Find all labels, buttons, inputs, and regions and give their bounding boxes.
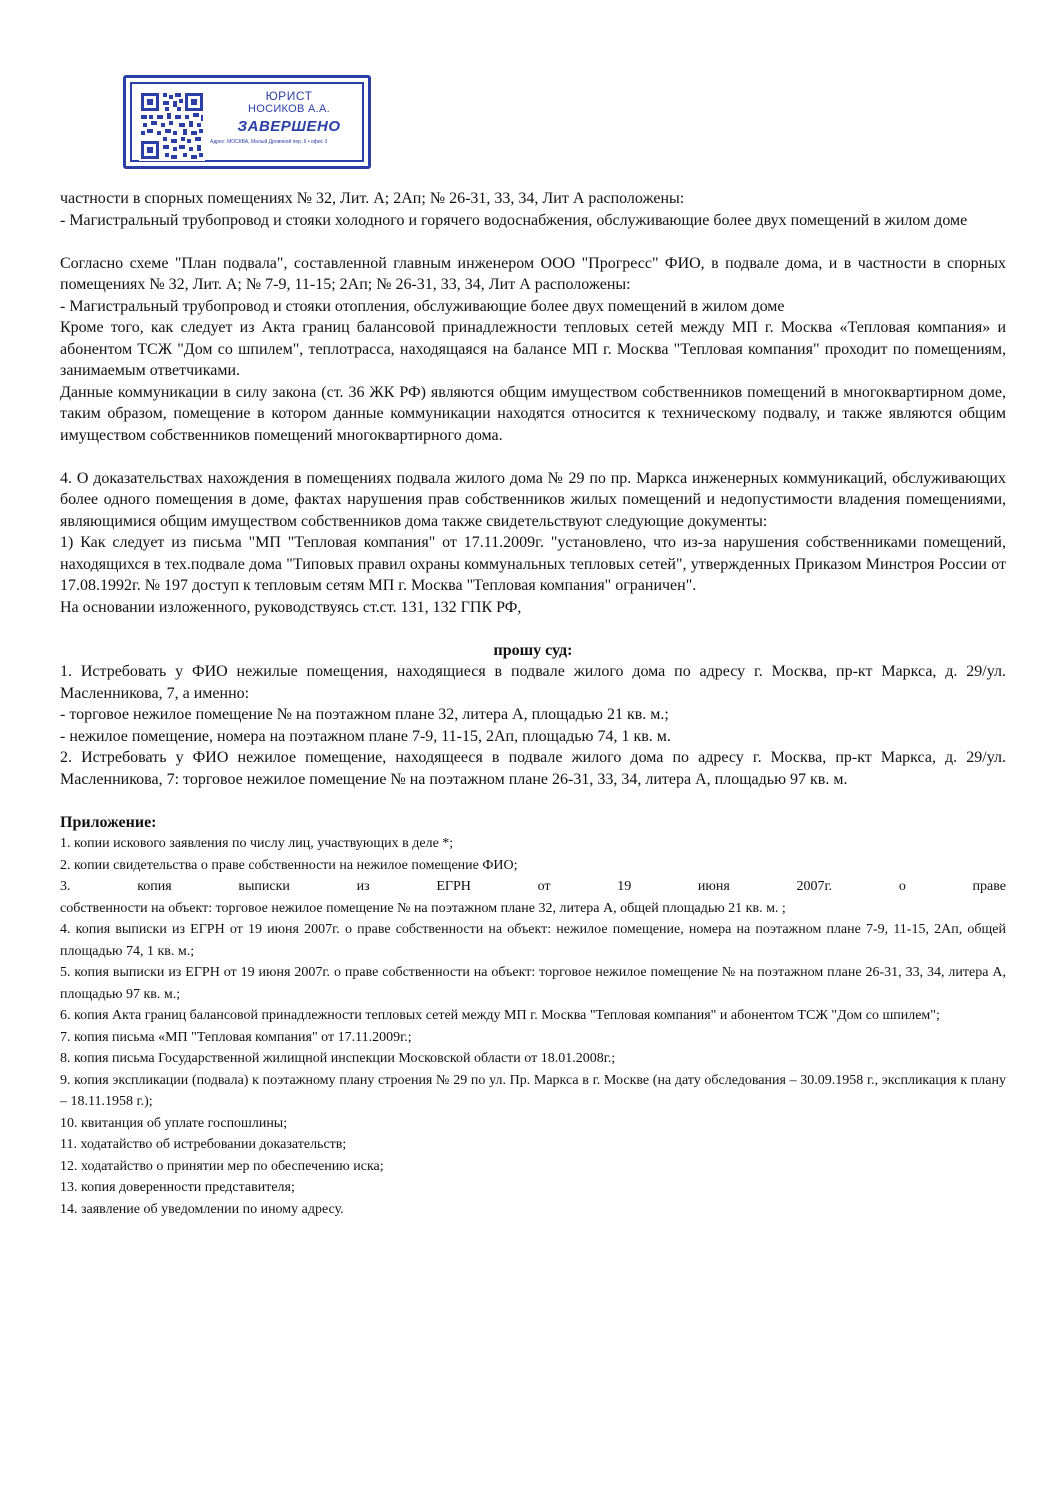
stamp-inner-frame: [130, 82, 364, 162]
spacer: [60, 446, 1006, 468]
appendix-item: 8. копия письма Государственной жилищной инспекции Московской области от 18.01.2008г.;: [60, 1051, 616, 1066]
appendix-item: 11. ходатайство об истребовании доказательств;: [60, 1137, 347, 1152]
paragraph-4: - Магистральный трубопровод и стояки отопления, обслуживающие более двух помещений в жилом доме: [60, 297, 785, 315]
appendix-item: 10. квитанция об уплате госпошлины;: [60, 1115, 288, 1131]
lawyer-stamp: [123, 75, 371, 169]
appendix-item: 5. копия выписки из ЕГРН от 19 июня 2007г. о праве собственности на объект: торговое нежилое помещение № на поэтажном плане 26-31, 33, 34, литера А, площадью 97 кв. м.;: [60, 965, 1006, 1002]
request-item-3: - нежилое помещение, номера на поэтажном плане 7-9, 11-15, 2Ап, площадью 74, 1 кв. м.: [60, 727, 671, 745]
appendix-item: 6. копия Акта границ балансовой принадлежности тепловых сетей между МП г. Москва "Тепловая компания" и абонентом ТСЖ "Дом со шпилем";: [60, 1008, 940, 1023]
appendix-item: 14. заявление об уведомлении по иному адресу.: [60, 1201, 344, 1217]
stamp-status: ЗАВЕРШЕНО: [237, 118, 341, 135]
appendix-item: 12. ходатайство о принятии мер по обеспечению иска;: [60, 1158, 384, 1174]
appendix-item: 9. копия экспликации (подвала) к поэтажному плану строения № 29 по ул. Пр. Маркса в г. Москве (на дату обследования – 30.09.1958 г., экспликация к плану – 18.11.1958 г.);: [60, 1072, 1006, 1109]
paragraph-7: 4. О доказательствах нахождения в помещениях подвала жилого дома № 29 по пр. Маркса инженерных коммуникаций, обслуживающих более одного помещения в доме, фактах нарушения прав собственников жилых помещений и недопустимости владения помещениями, являющимися общим имуществом собственников дома также свидетельствуют следующие документы:: [60, 469, 1006, 530]
spacer: [60, 231, 1006, 253]
appendix-item: собственности на объект: торговое нежилое помещение № на поэтажном плане 32, литера А, общей площадью 21 кв. м. ;: [60, 900, 786, 916]
appendix-item: 4. копия выписки из ЕГРН от 19 июня 2007г. о праве собственности на объект: нежилое помещение, номера на поэтажном плане 7-9, 11-15, 2Ап, общей площадью 74, 1 кв. м.;: [60, 922, 1006, 959]
paragraph-1: частности в спорных помещениях № 32, Лит. А; 2Ап; № 26-31, 33, 34, Лит А расположены:: [60, 190, 685, 207]
paragraph-6: Данные коммуникации в силу закона (ст. 36 ЖК РФ) являются общим имуществом собственников помещений в многоквартирном доме, таким образом, помещение в котором данные коммуникации находятся относится к техническому подвалу, и также являются общим имуществом собственников помещений многоквартирного дома.: [60, 383, 1006, 444]
request-heading: прошу суд:: [493, 641, 573, 659]
stamp-lawyer-name: НОСИКОВ А.А.: [248, 103, 330, 115]
spacer: [60, 790, 1006, 812]
paragraph-8: 1) Как следует из письма "МП "Тепловая компания" от 17.11.2009г. "установлено, что из-за нарушения собственниками помещений, находящихся в тех.подвале дома "Типовых правил охраны коммунальных тепловых сетей", утвержденных Приказом Минстроя России от 17.08.1992г. № 197 доступ к тепловым сетям МП г. Москва "Тепловая компания" ограничен".: [60, 534, 1006, 594]
request-item-2: - торговое нежилое помещение № на поэтажном плане 32, литера А, площадью 21 кв. м.;: [60, 706, 669, 723]
stamp-text-block: [210, 90, 368, 146]
appendix-heading: Приложение:: [60, 813, 157, 831]
appendix-item: 1. копии искового заявления по числу лиц, участвующих в деле *;: [60, 836, 454, 851]
paragraph-2: - Магистральный трубопровод и стояки холодного и горячего водоснабжения, обслуживающие более двух помещений в жилом доме: [60, 211, 968, 229]
request-item-1: 1. Истребовать у ФИО нежилые помещения, находящиеся в подвале жилого дома по адресу г. Москва, пр-кт Маркса, д. 29/ул. Масленникова, 7, а именно:: [60, 663, 1006, 702]
appendix-item: 13. копия доверенности представителя;: [60, 1180, 295, 1195]
stamp-title: ЮРИСТ: [265, 89, 313, 103]
request-item-4: 2. Истребовать у ФИО нежилое помещение, находящееся в подвале жилого дома по адресу г. Москва, пр-кт Маркса, д. 29/ул. Масленникова, 7: торговое нежилое помещение № на поэтажном плане 26-31, 33, 34, литера А, площадью 97 кв. м.: [60, 749, 1006, 788]
stamp-address: Адрес: МОСКВА, Малый Дровяной пер. 6 • офис 3: [210, 139, 328, 145]
document-body: [60, 188, 1006, 1220]
paragraph-3: Согласно схеме "План подвала", составленной главным инженером ООО "Прогресс" ФИО, в подвале дома, и в частности в спорных помещениях № 32, Лит. А; № 7-9, 11-15; 2Ап; № 26-31, 33, 34, Лит А расположены:: [60, 254, 1006, 293]
qr-code-icon: [139, 91, 205, 161]
appendix-item: 2. копии свидетельства о праве собственности на нежилое помещение ФИО;: [60, 857, 518, 873]
appendix-item: 3. копия выписки из ЕГРН от 19 июня 2007г. о праве: [60, 879, 1006, 894]
spacer: [60, 618, 1006, 640]
paragraph-9: На основании изложенного, руководствуясь ст.ст. 131, 132 ГПК РФ,: [60, 598, 522, 616]
appendix-item: 7. копия письма «МП "Тепловая компания" от 17.11.2009г.;: [60, 1029, 412, 1045]
paragraph-5: Кроме того, как следует из Акта границ балансовой принадлежности тепловых сетей между МП г. Москва «Тепловая компания» и абонентом ТСЖ "Дом со шпилем", теплотрасса, находящаяся на балансе МП г. Москва "Тепловая компания" проходит по помещениям, занимаемым ответчиками.: [60, 319, 1006, 379]
